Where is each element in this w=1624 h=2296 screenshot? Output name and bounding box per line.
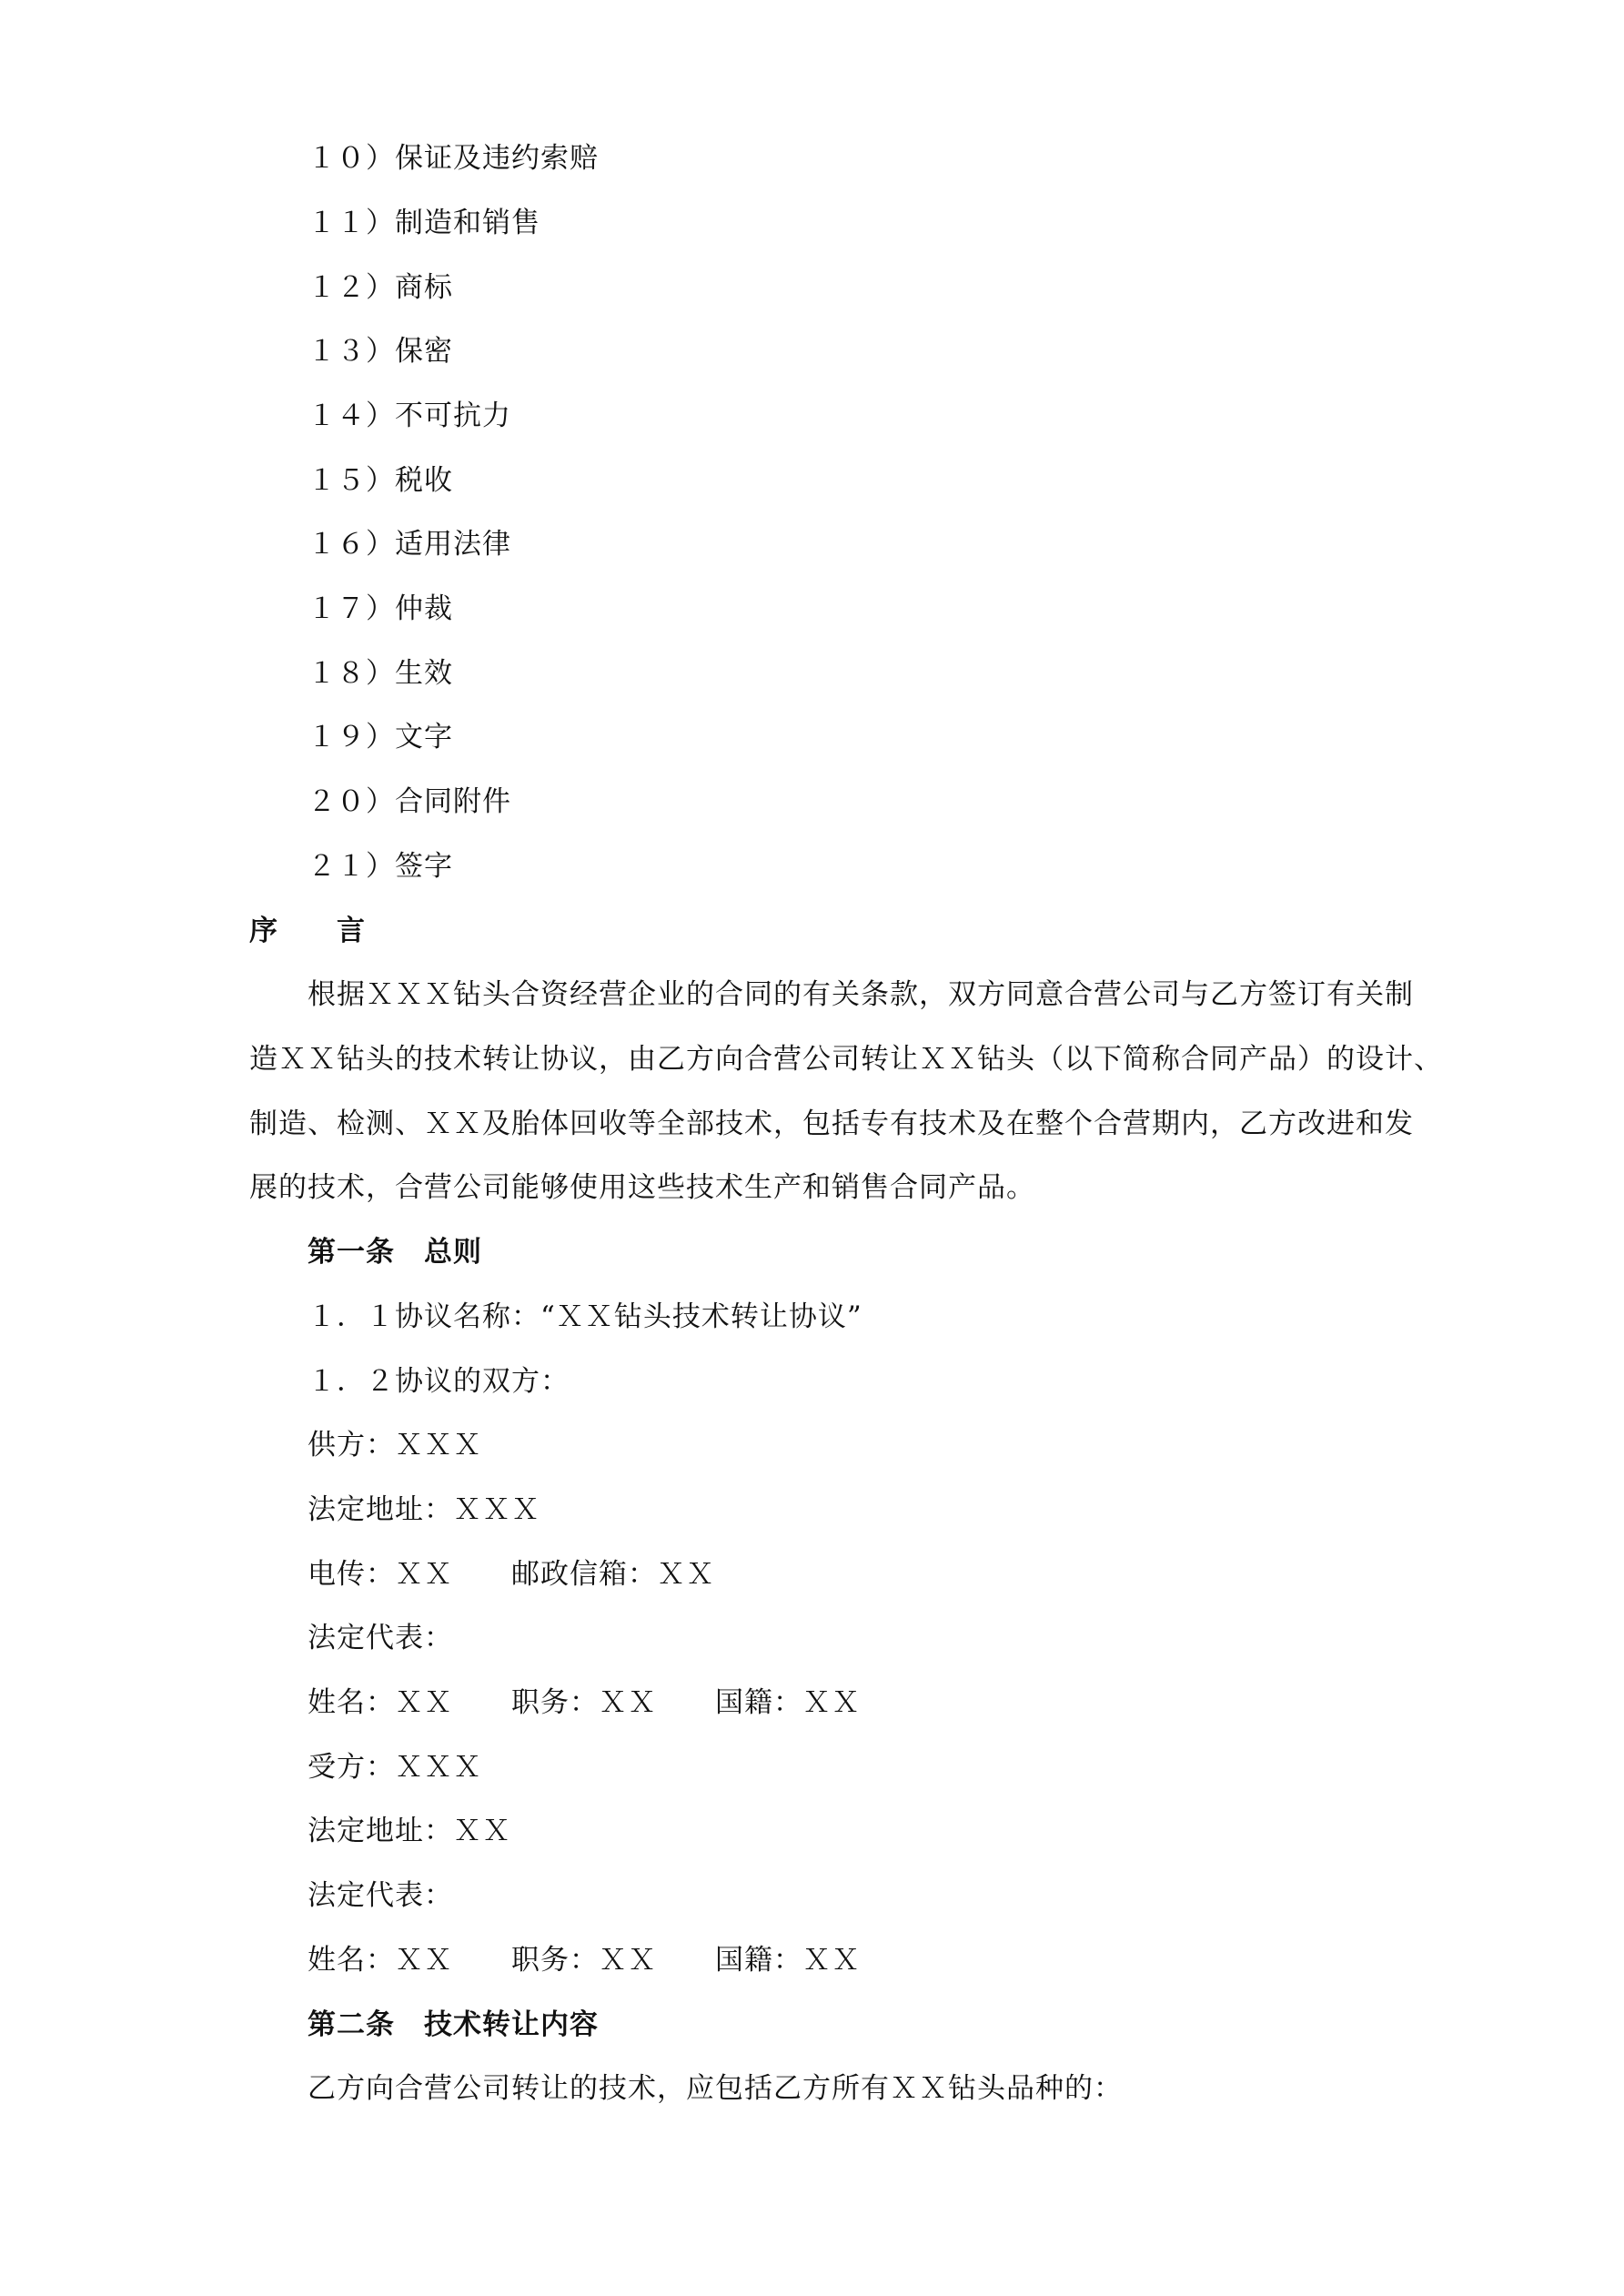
preface-line: 造ＸＸ钻头的技术转让协议，由乙方向合营公司转让ＸＸ钻头（以下简称合同产品）的设计、 bbox=[249, 1043, 1443, 1076]
toc-item-20: ２０）合同附件 bbox=[308, 785, 511, 818]
supplier-rep-label: 法定代表： bbox=[308, 1622, 453, 1654]
toc-item-17: １７）仲裁 bbox=[308, 592, 453, 625]
article2-heading: 第二条 技术转让内容 bbox=[308, 2008, 599, 2041]
receiver-address: 法定地址：ＸＸ bbox=[308, 1815, 511, 1847]
parties-line: １．２协议的双方： bbox=[308, 1365, 570, 1398]
supplier-rep: 姓名：ＸＸ 职务：ＸＸ 国籍：ＸＸ bbox=[308, 1686, 861, 1719]
toc-item-16: １６）适用法律 bbox=[308, 528, 511, 561]
article1-heading: 第一条 总则 bbox=[308, 1236, 482, 1269]
toc-item-10: １０）保证及违约索赔 bbox=[308, 142, 599, 175]
preface-line: 根据ＸＸＸ钻头合资经营企业的合同的有关条款，双方同意合营公司与乙方签订有关制 bbox=[308, 978, 1414, 1011]
toc-item-11: １１）制造和销售 bbox=[308, 207, 540, 239]
agreement-name-line: １．１协议名称：“ＸＸ钻头技术转让协议” bbox=[308, 1300, 862, 1333]
preface-line: 制造、检测、ＸＸ及胎体回收等全部技术，包括专有技术及在整个合营期内，乙方改进和发 bbox=[249, 1108, 1414, 1140]
toc-item-18: １８）生效 bbox=[308, 657, 453, 690]
toc-item-15: １５）税收 bbox=[308, 464, 453, 497]
receiver-label: 受方：ＸＸＸ bbox=[308, 1751, 482, 1784]
toc-item-12: １２）商标 bbox=[308, 271, 453, 304]
preface-line: 展的技术，合营公司能够使用这些技术生产和销售合同产品。 bbox=[249, 1171, 1035, 1204]
toc-item-13: １３）保密 bbox=[308, 335, 453, 368]
supplier-label: 供方：ＸＸＸ bbox=[308, 1429, 482, 1462]
receiver-rep-label: 法定代表： bbox=[308, 1879, 453, 1912]
toc-item-19: １９）文字 bbox=[308, 721, 453, 754]
article2-line: 乙方向合营公司转让的技术，应包括乙方所有ＸＸ钻头品种的： bbox=[308, 2072, 1123, 2105]
supplier-address: 法定地址：ＸＸＸ bbox=[308, 1493, 540, 1526]
supplier-contact: 电传：ＸＸ 邮政信箱：ＸＸ bbox=[308, 1558, 715, 1591]
receiver-rep: 姓名：ＸＸ 职务：ＸＸ 国籍：ＸＸ bbox=[308, 1944, 861, 1977]
toc-item-21: ２１）签字 bbox=[308, 850, 453, 883]
preface-heading: 序 言 bbox=[249, 915, 366, 947]
toc-item-14: １４）不可抗力 bbox=[308, 400, 511, 432]
